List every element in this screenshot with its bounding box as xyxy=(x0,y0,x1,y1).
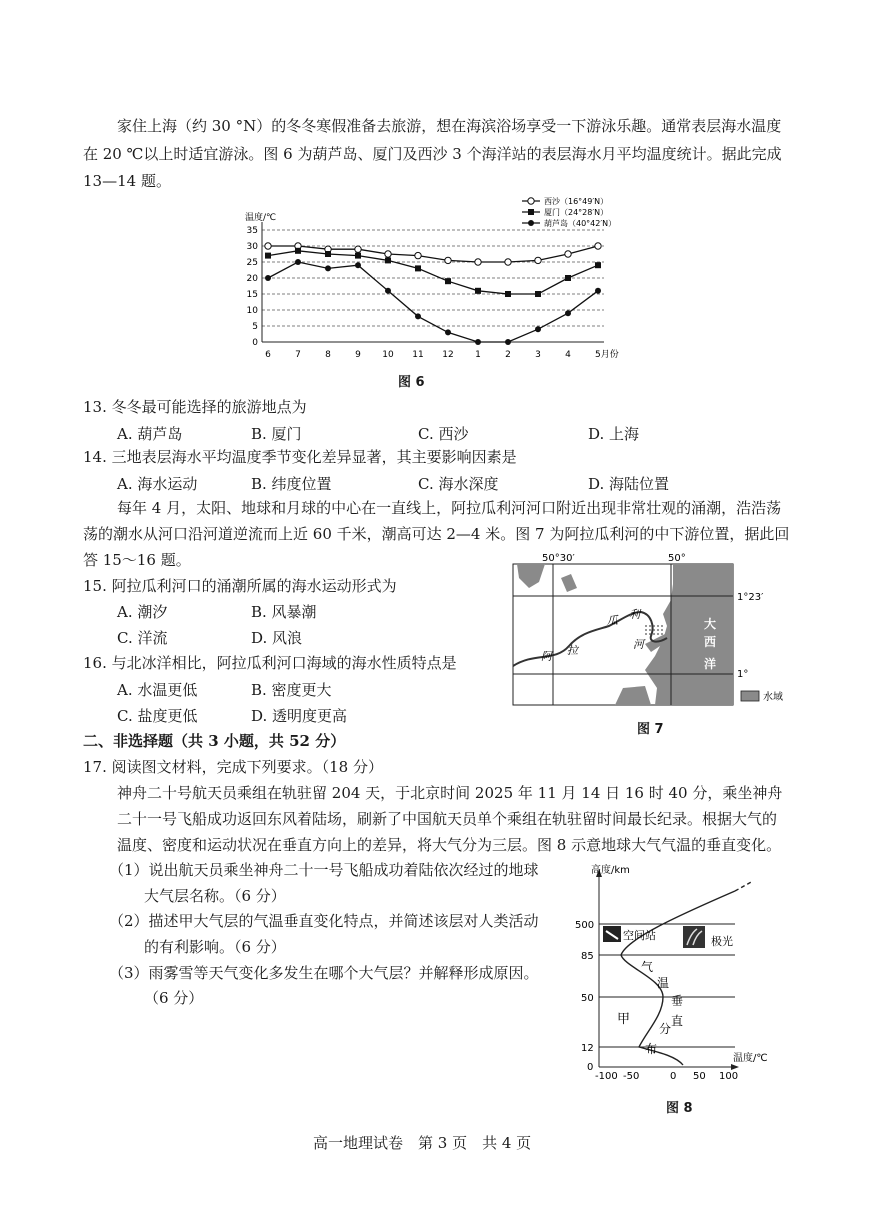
y-tick-label-35: 35 xyxy=(246,226,258,236)
chart-legend xyxy=(522,196,616,228)
curve-char-2: 温 xyxy=(657,976,670,990)
q13-stem: 13. 冬冬最可能选择的旅游地点为 xyxy=(83,398,307,416)
series-3-point-7 xyxy=(295,259,301,265)
intro-line-1: 家住上海（约 30 °N）的冬冬寒假准备去旅游，想在海滨浴场享受一下游泳乐趣。通常表层海水温度 xyxy=(117,117,782,135)
series-1-point-2 xyxy=(505,259,511,265)
series-2-point-6 xyxy=(265,253,271,259)
q17-sub1-line-2: 大气层名称。（6 分） xyxy=(144,887,286,905)
q16-option-d[interactable]: D. 透明度更高 xyxy=(251,707,348,725)
series-line-2 xyxy=(268,251,598,294)
q16-option-a[interactable]: A. 水温更低 xyxy=(117,681,198,699)
fig8-ytick-0: 0 xyxy=(587,1062,594,1073)
y-tick-label-5: 5 xyxy=(252,322,258,332)
x-tick-label-12: 12 xyxy=(442,350,454,360)
curve-char-3: 垂 xyxy=(671,994,684,1008)
series-1-point-6 xyxy=(265,243,271,249)
series-3-point-12 xyxy=(445,329,451,335)
q17-material-line-2: 二十一号飞船成功返回东风着陆场，刷新了中国航天员单个乘组在轨驻留时间最长纪录。根据大气的 xyxy=(117,810,778,828)
x-tick-label-10: 10 xyxy=(382,350,394,360)
series-3-point-2 xyxy=(505,339,511,345)
fig8-ylabel: 高度/km xyxy=(591,865,630,876)
series-3-point-6 xyxy=(265,275,271,281)
series-1-point-4 xyxy=(565,251,571,257)
map-lon-1: 50°30′ xyxy=(542,553,575,564)
series-2-point-10 xyxy=(385,257,391,263)
legend-marker-3 xyxy=(528,220,534,226)
series-2-point-1 xyxy=(475,288,481,294)
fig8-xtick-0: 0 xyxy=(670,1071,677,1082)
y-tick-label-25: 25 xyxy=(246,258,258,268)
series-1-point-5 xyxy=(595,243,601,249)
temperature-curve-extension xyxy=(735,881,753,891)
para2-line-3: 答 15～16 题。 xyxy=(83,551,191,569)
ocean-char-3: 洋 xyxy=(704,657,717,671)
chart-ylabel: 温度/℃ xyxy=(245,213,277,223)
river-char-5: 河 xyxy=(633,638,644,651)
para2-line-1: 每年 4 月，太阳、地球和月球的中心在一直线上，阿拉瓜利河河口附近出现非常壮观的涌潮，浩浩荡 xyxy=(117,499,782,517)
q13-option-b[interactable]: B. 厦门 xyxy=(251,425,302,443)
ocean-char-1: 大 xyxy=(704,617,717,631)
series-2-point-9 xyxy=(355,253,361,259)
figure-7-map xyxy=(505,548,795,718)
aurora-icon xyxy=(683,926,705,948)
label-space-station: 空间站 xyxy=(623,929,656,942)
series-2-point-12 xyxy=(445,278,451,284)
q17-sub1-line-1: （1）说出航天员乘坐神舟二十一号飞船成功着陆依次经过的地球 xyxy=(109,861,539,879)
series-1-point-12 xyxy=(445,257,451,263)
page-footer: 高一地理试卷 第 3 页 共 4 页 xyxy=(313,1134,532,1152)
y-tick-label-15: 15 xyxy=(246,290,258,300)
x-tick-label-2: 2 xyxy=(505,350,511,360)
chart-grid xyxy=(262,230,604,326)
q15-option-d[interactable]: D. 风浪 xyxy=(251,629,303,647)
q15-option-a[interactable]: A. 潮汐 xyxy=(117,603,168,621)
legend-label-2: 厦门（24°28′N） xyxy=(544,208,609,217)
series-2-point-7 xyxy=(295,248,301,254)
x-tick-label-11: 11 xyxy=(412,350,424,360)
curve-char-1: 气 xyxy=(641,960,654,974)
river-char-3: 瓜 xyxy=(607,614,618,627)
river-char-1: 阿 xyxy=(541,650,552,663)
y-tick-label-20: 20 xyxy=(246,274,258,284)
series-1-point-3 xyxy=(535,257,541,263)
q13-option-d[interactable]: D. 上海 xyxy=(588,425,640,443)
legend-label-1: 西沙（16°49′N） xyxy=(544,197,609,206)
legend-label-3: 葫芦岛（40°42′N） xyxy=(544,219,617,228)
fig8-xtick-m50: -50 xyxy=(623,1071,640,1082)
intro-line-3: 13—14 题。 xyxy=(83,172,171,190)
series-2-point-2 xyxy=(505,291,511,297)
series-line-1 xyxy=(268,246,598,262)
y-tick-label-0: 0 xyxy=(252,338,258,348)
series-3-point-10 xyxy=(385,288,391,294)
curve-char-4: 直 xyxy=(671,1014,684,1028)
map-lon-2: 50° xyxy=(668,553,686,564)
label-jia: 甲 xyxy=(617,1012,631,1027)
curve-char-5: 分 xyxy=(659,1022,672,1036)
fig8-xtick-50: 50 xyxy=(693,1071,706,1082)
x-tick-label-9: 9 xyxy=(355,350,361,360)
series-2-point-3 xyxy=(535,291,541,297)
series-3-point-8 xyxy=(325,265,331,271)
ocean-char-2: 西 xyxy=(704,635,717,649)
series-2-point-5 xyxy=(595,262,601,268)
q14-option-d[interactable]: D. 海陆位置 xyxy=(588,475,670,493)
fig8-xlabel: 温度/℃ xyxy=(733,1053,768,1064)
fig8-ytick-50: 50 xyxy=(581,993,594,1004)
series-2-point-8 xyxy=(325,251,331,257)
temperature-curve xyxy=(621,891,735,1065)
fig8-xtick-m100: -100 xyxy=(595,1071,618,1082)
x-tick-label-7: 7 xyxy=(295,350,301,360)
figure-6-caption: 图 6 xyxy=(398,375,425,390)
x-tick-label-3: 3 xyxy=(535,350,541,360)
q14-option-a[interactable]: A. 海水运动 xyxy=(117,475,198,493)
series-2-point-11 xyxy=(415,265,421,271)
section-2-title: 二、非选择题（共 3 小题，共 52 分） xyxy=(83,732,346,750)
series-1-point-10 xyxy=(385,251,391,257)
q16-option-b[interactable]: B. 密度更大 xyxy=(251,681,332,699)
intro-line-2: 在 20 ℃以上时适宜游泳。图 6 为葫芦岛、厦门及西沙 3 个海洋站的表层海水月平均温度统计。据此完成 xyxy=(83,145,782,163)
y-tick-label-30: 30 xyxy=(246,242,258,252)
q14-option-c[interactable]: C. 海水深度 xyxy=(418,475,499,493)
q17-sub2-line-1: （2）描述甲大气层的气温垂直变化特点，并简述该层对人类活动 xyxy=(109,912,539,930)
river-char-2: 拉 xyxy=(567,644,578,657)
x-tick-label-8: 8 xyxy=(325,350,331,360)
q17-sub3-line-1: （3）雨雾雪等天气变化多发生在哪个大气层？并解释形成原因。 xyxy=(109,964,539,982)
figure-6-chart xyxy=(235,190,619,365)
map-lat-2: 1° xyxy=(737,669,749,680)
legend-water-label: 水域 xyxy=(763,692,783,703)
x-tick-label-6: 6 xyxy=(265,350,271,360)
q17-sub2-line-2: 的有利影响。（6 分） xyxy=(144,938,286,956)
q15-option-c[interactable]: C. 洋流 xyxy=(117,629,168,647)
q16-option-c[interactable]: C. 盐度更低 xyxy=(117,707,198,725)
series-3-point-9 xyxy=(355,262,361,268)
fig8-ytick-500: 500 xyxy=(575,920,595,931)
q13-option-a[interactable]: A. 葫芦岛 xyxy=(117,425,183,443)
x-tick-label-4: 4 xyxy=(565,350,571,360)
map-lat-1: 1°23′ xyxy=(737,592,764,603)
q15-stem: 15. 阿拉瓜利河口的涌潮所属的海水运动形式为 xyxy=(83,577,397,595)
legend-marker-2 xyxy=(528,209,534,215)
q17-stem: 17. 阅读图文材料，完成下列要求。（18 分） xyxy=(83,758,383,776)
q17-sub3-line-2: （6 分） xyxy=(144,989,204,1007)
x-tick-label-5月份: 5月份 xyxy=(595,350,619,360)
q17-material-line-1: 神舟二十号航天员乘组在轨驻留 204 天，于北京时间 2025 年 11 月 14 日 16 时 40 分，乘坐神舟 xyxy=(117,784,783,802)
label-aurora: 极光 xyxy=(711,935,733,948)
series-1-point-11 xyxy=(415,252,421,258)
series-2-point-4 xyxy=(565,275,571,281)
series-1-point-9 xyxy=(355,246,361,252)
river-char-4: 利 xyxy=(629,608,640,621)
x-tick-label-1: 1 xyxy=(475,350,481,360)
figure-8-caption: 图 8 xyxy=(666,1101,693,1116)
figure-8-chart xyxy=(565,855,790,1085)
chart-axes xyxy=(247,222,619,360)
q15-option-b[interactable]: B. 风暴潮 xyxy=(251,603,317,621)
q16-stem: 16. 与北冰洋相比，阿拉瓜利河口海域的海水性质特点是 xyxy=(83,654,457,672)
series-3-point-5 xyxy=(595,288,601,294)
series-3-point-3 xyxy=(535,326,541,332)
legend-water-swatch xyxy=(741,691,759,701)
series-1-point-1 xyxy=(475,259,481,265)
q14-stem: 14. 三地表层海水平均温度季节变化差异显著，其主要影响因素是 xyxy=(83,448,517,466)
series-3-point-11 xyxy=(415,313,421,319)
series-3-point-1 xyxy=(475,339,481,345)
fig8-x-arrow xyxy=(731,1064,739,1070)
fig8-xtick-100: 100 xyxy=(719,1071,739,1082)
y-tick-label-10: 10 xyxy=(246,306,258,316)
curve-char-6: 布 xyxy=(645,1042,658,1056)
figure-7-caption: 图 7 xyxy=(637,722,664,737)
fig8-ytick-85: 85 xyxy=(581,951,594,962)
legend-marker-1 xyxy=(528,198,534,204)
fig8-ytick-12: 12 xyxy=(581,1043,594,1054)
q14-option-b[interactable]: B. 纬度位置 xyxy=(251,475,332,493)
series-line-3 xyxy=(268,262,598,342)
series-3-point-4 xyxy=(565,310,571,316)
q13-option-c[interactable]: C. 西沙 xyxy=(418,425,469,443)
para2-line-2: 荡的潮水从河口沿河道逆流而上近 60 千米，潮高可达 2—4 米。图 7 为阿拉瓜利河的中下游位置，据此回 xyxy=(83,525,790,543)
q17-material-line-3: 温度、密度和运动状况在垂直方向上的差异，将大气分为三层。图 8 示意地球大气气温的垂直变化。 xyxy=(117,836,782,854)
